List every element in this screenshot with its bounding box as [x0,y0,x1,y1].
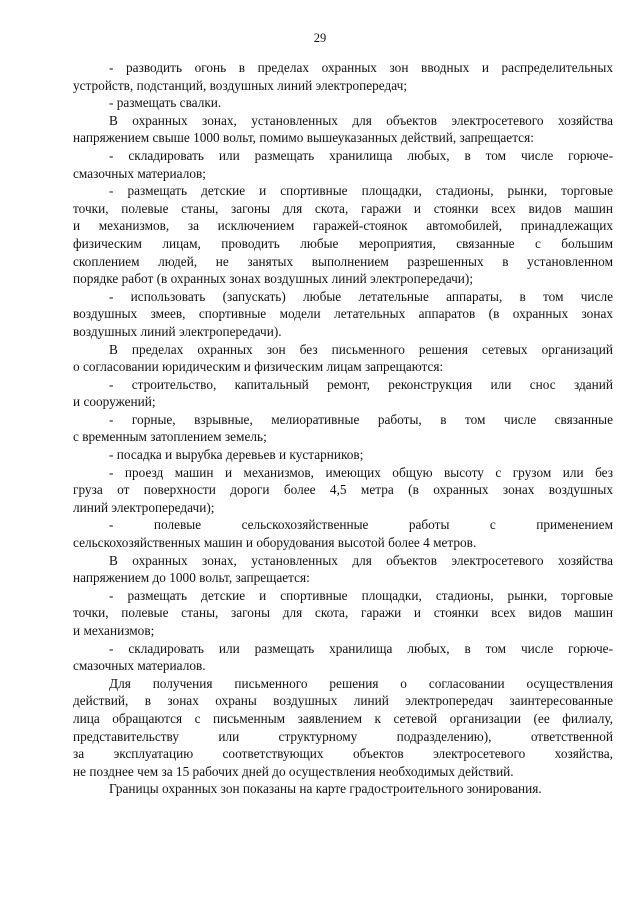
text-line: В охранных зонах, установленных для объектов электросетевого хозяйства [109,552,613,568]
text-line: - размещать свалки. [109,95,222,111]
text-line: - посадка и вырубка деревьев и кустарников; [109,447,364,463]
text-line: - размещать детские и спортивные площадки, стадионы, рынки, торговые [109,183,613,199]
text-line: точки, полевые станы, загоны для скота, гаражи и стоянки всех видов машин [73,605,613,621]
text-line: воздушных линий электропередачи). [73,323,282,339]
text-line: смазочных материалов. [73,658,206,674]
text-line: Для получения письменного решения о согласовании осуществления [109,675,613,691]
text-line: о согласовании юридическим и физическим лицам запрещаются: [73,359,444,375]
body-text [73,59,613,798]
text-line: действий, в зонах охраны воздушных линий электропередач заинтересованные [73,693,613,709]
text-line: с временным затоплением земель; [73,429,267,445]
text-line: напряжением свыше 1000 вольт, помимо вышеуказанных действий, запрещается: [73,130,534,146]
text-line: воздушных змеев, спортивные модели летательных аппаратов (в охранных зонах [73,306,613,322]
text-line: точки, полевые станы, загоны для скота, гаражи и стоянки всех видов машин [73,200,613,216]
text-line: - проезд машин и механизмов, имеющих общую высоту с грузом или без [109,464,613,480]
text-line: напряжением до 1000 вольт, запрещается: [73,570,310,586]
text-line: не позднее чем за 15 рабочих дней до осуществления необходимых действий. [73,763,514,779]
text-line: лица обращаются с письменным заявлением к сетевой организации (ее филиалу, [73,710,613,726]
text-line: груза от поверхности дороги более 4,5 метра (в охранных зонах воздушных [73,482,613,498]
text-line: линий электропередачи); [73,499,215,515]
text-line: скоплением людей, не занятых выполнением разрешенных в установленном [73,253,613,269]
text-line: Границы охранных зон показаны на карте градостроительного зонирования. [109,781,542,797]
text-line: - использовать (запускать) любые летательные аппараты, в том числе [109,288,613,304]
text-line: - складировать или размещать хранилища любых, в том числе горюче- [109,147,613,163]
text-line: смазочных материалов; [73,165,206,181]
text-line: - полевые сельскохозяйственные работы с применением [109,517,613,533]
text-line: устройств, подстанций, воздушных линий электропередач; [73,77,408,93]
text-line: за эксплуатацию соответствующих объектов электросетевого хозяйства, [73,746,613,762]
text-line: и сооружений; [73,394,156,410]
text-line: - горные, взрывные, мелиоративные работы, в том числе связанные [109,411,613,427]
text-line: физическим лицам, проводить любые мероприятия, связанные с большим [73,235,613,251]
text-line: представительству или структурному подразделению), ответственной [73,728,613,744]
text-line: - строительство, капитальный ремонт, реконструкция или снос зданий [109,376,613,392]
text-line: В охранных зонах, установленных для объектов электросетевого хозяйства [109,112,613,128]
page-number: 29 [313,31,327,45]
text-line: В пределах охранных зон без письменного решения сетевых организаций [109,341,613,357]
text-line: - разводить огонь в пределах охранных зон вводных и распределительных [109,60,613,75]
text-line: сельскохозяйственных машин и оборудования высотой более 4 метров. [73,535,477,551]
text-line: - складировать или размещать хранилища любых, в том числе горюче- [109,640,613,656]
text-line: порядке работ (в охранных зонах воздушных линий электропередачи); [73,271,474,287]
text-line: - размещать детские и спортивные площадки, стадионы, рынки, торговые [109,587,613,603]
text-line: и механизмов, за исключением гаражей-стоянок автомобилей, принадлежащих [73,218,613,234]
text-line: и механизмов; [73,623,155,638]
